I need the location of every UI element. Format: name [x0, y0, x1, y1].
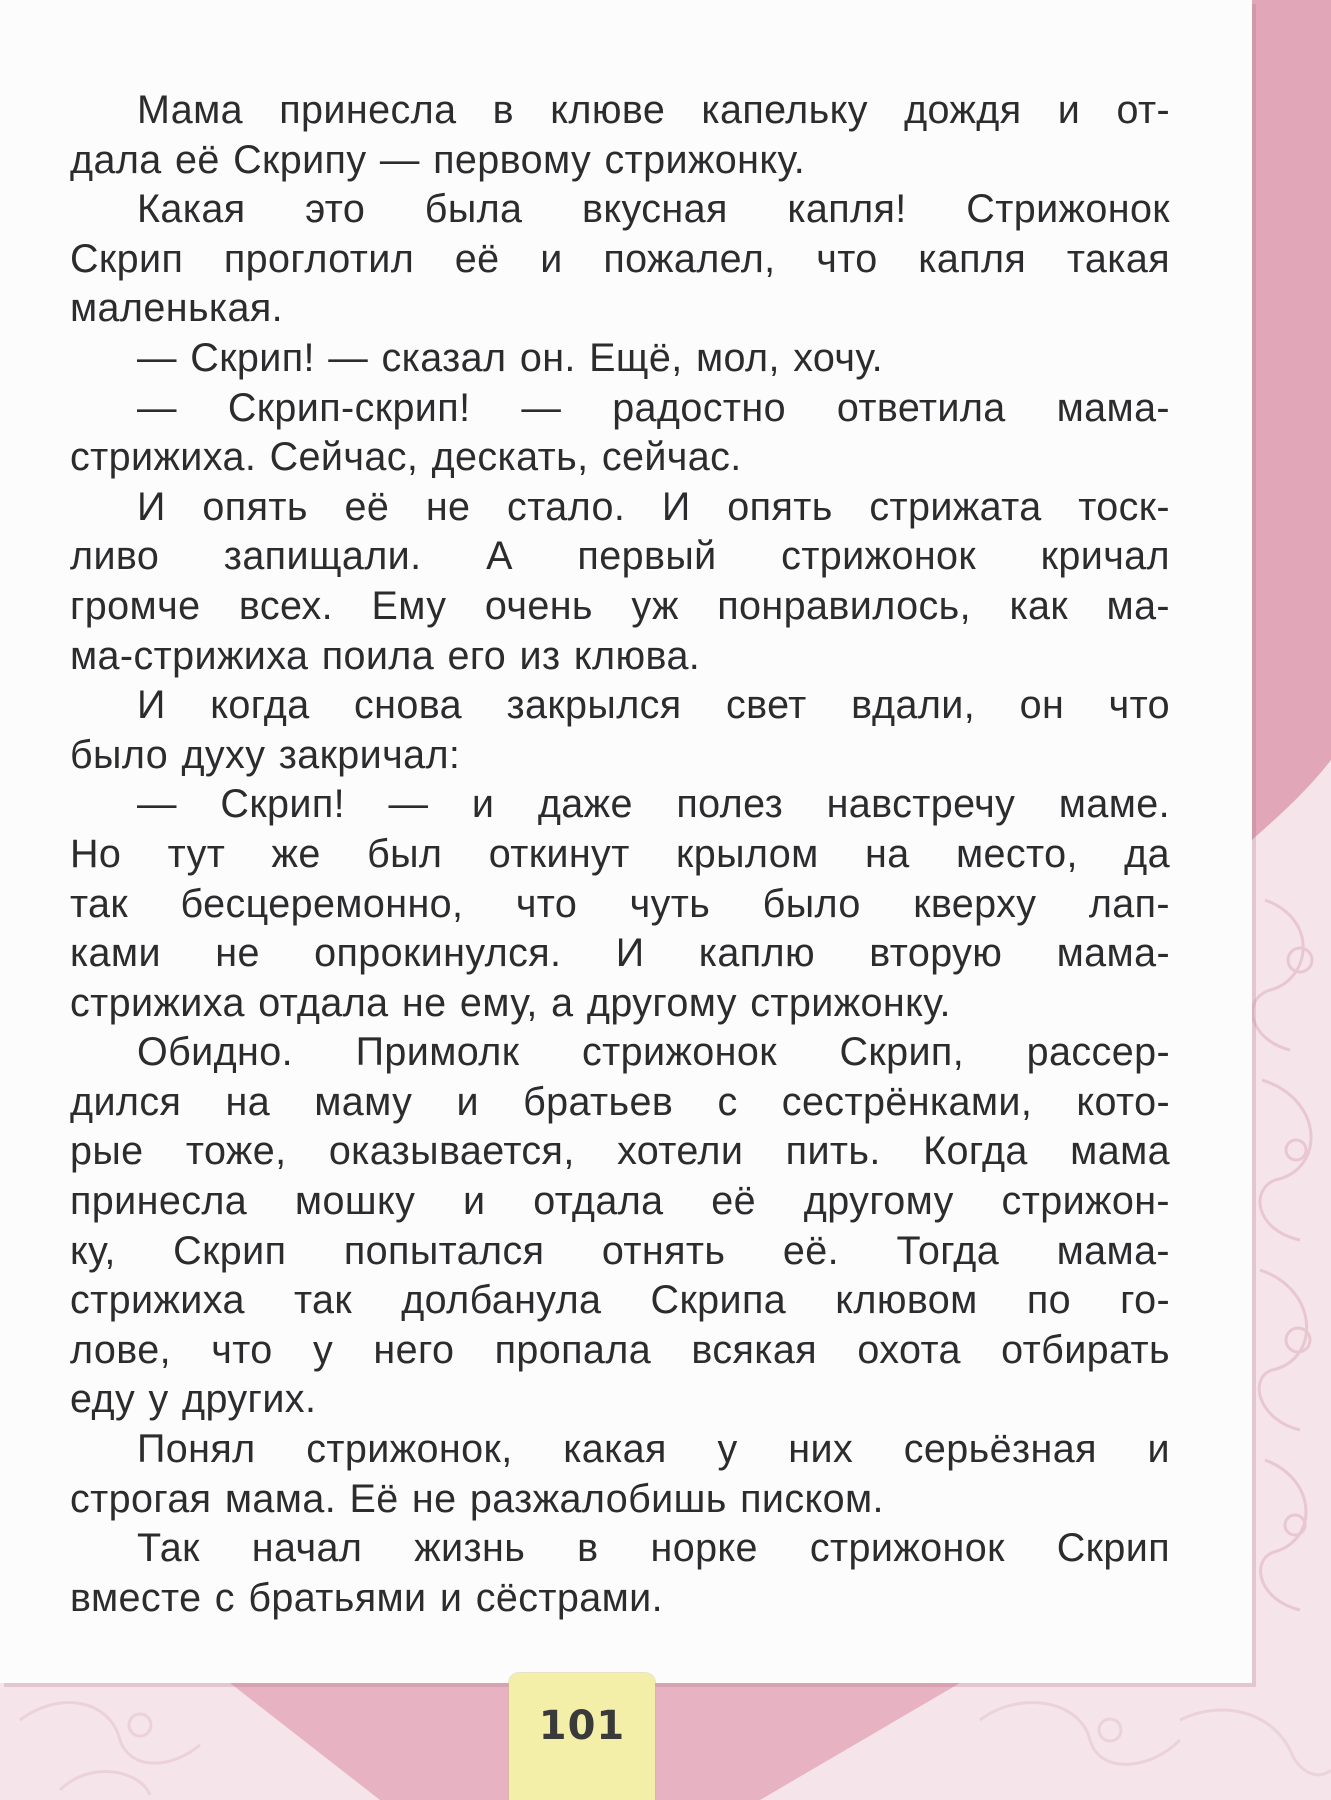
paragraph: [70, 1524, 1170, 1623]
text-line: рые тоже, оказывается, хотели пить. Когда мама: [70, 1129, 1170, 1174]
text-line: — Скрип! — сказал он. Ещё, мол, хочу.: [137, 335, 883, 380]
text-line: дился на маму и братьев с сестрёнками, кото-: [70, 1079, 1170, 1124]
text-line: Так начал жизнь в норке стрижонок Скрип: [137, 1526, 1170, 1571]
text-line: ма-стрижиха поила его из клюва.: [70, 633, 701, 678]
text-line: так бесцеремонно, что чуть было кверху лап-: [70, 881, 1170, 926]
paragraph: [70, 681, 1170, 780]
paragraph: [70, 780, 1170, 1028]
paragraph: [70, 86, 1170, 185]
text-line: Мама принесла в клюве капельку дождя и от-: [137, 88, 1170, 132]
text-line: маленькая.: [70, 286, 284, 331]
paragraph: [70, 334, 1170, 384]
text-line: дала её Скрипу — первому стрижонку.: [70, 137, 806, 182]
text-line: стрижиха так долбанула Скрипа клювом по го-: [70, 1278, 1170, 1323]
text-line: было духу закричал:: [70, 732, 461, 777]
text-line: ливо запищали. А первый стрижонок кричал: [70, 534, 1170, 579]
page-number: 101: [538, 1703, 626, 1749]
text-line: ками не опрокинулся. И каплю вторую мама-: [70, 931, 1170, 976]
text-line: принесла мошку и отдала её другому стрижон-: [70, 1179, 1170, 1224]
text-line: — Скрип-скрип! — радостно ответила мама-: [137, 385, 1170, 430]
text-line: Понял стрижонок, какая у них серьёзная и: [137, 1427, 1170, 1472]
page-number-tab: [509, 1673, 655, 1800]
text-line: Но тут же был откинут крылом на место, да: [70, 831, 1170, 876]
text-line: Обидно. Примолк стрижонок Скрип, рассер-: [137, 1030, 1170, 1075]
text-line: стрижиха отдала не ему, а другому стрижонку.: [70, 980, 951, 1025]
paragraph: [70, 1028, 1170, 1425]
paragraph: [70, 384, 1170, 483]
text-line: стрижиха. Сейчас, дескать, сейчас.: [70, 435, 742, 480]
paragraph: [70, 185, 1170, 334]
text-line: вместе с братьями и сёстрами.: [70, 1575, 664, 1620]
text-line: — Скрип! — и даже полез навстречу маме.: [137, 782, 1170, 827]
text-line: Скрип проглотил её и пожалел, что капля такая: [70, 236, 1170, 281]
text-line: И когда снова закрылся свет вдали, он что: [137, 683, 1170, 728]
text-line: лове, что у него пропала всякая охота отбирать: [70, 1327, 1170, 1372]
text-line: еду у других.: [70, 1377, 317, 1422]
text-line: громче всех. Ему очень уж понравилось, как ма-: [70, 583, 1170, 628]
paragraph: [70, 483, 1170, 681]
text-line: Какая это была вкусная капля! Стрижонок: [137, 187, 1170, 232]
text-line: строгая мама. Её не разжалобишь писком.: [70, 1476, 884, 1521]
paragraph: [70, 1425, 1170, 1524]
text-line: И опять её не стало. И опять стрижата тоск-: [137, 484, 1170, 529]
story-text: [70, 86, 1170, 1623]
text-line: ку, Скрип попытался отнять её. Тогда мама-: [70, 1228, 1170, 1273]
